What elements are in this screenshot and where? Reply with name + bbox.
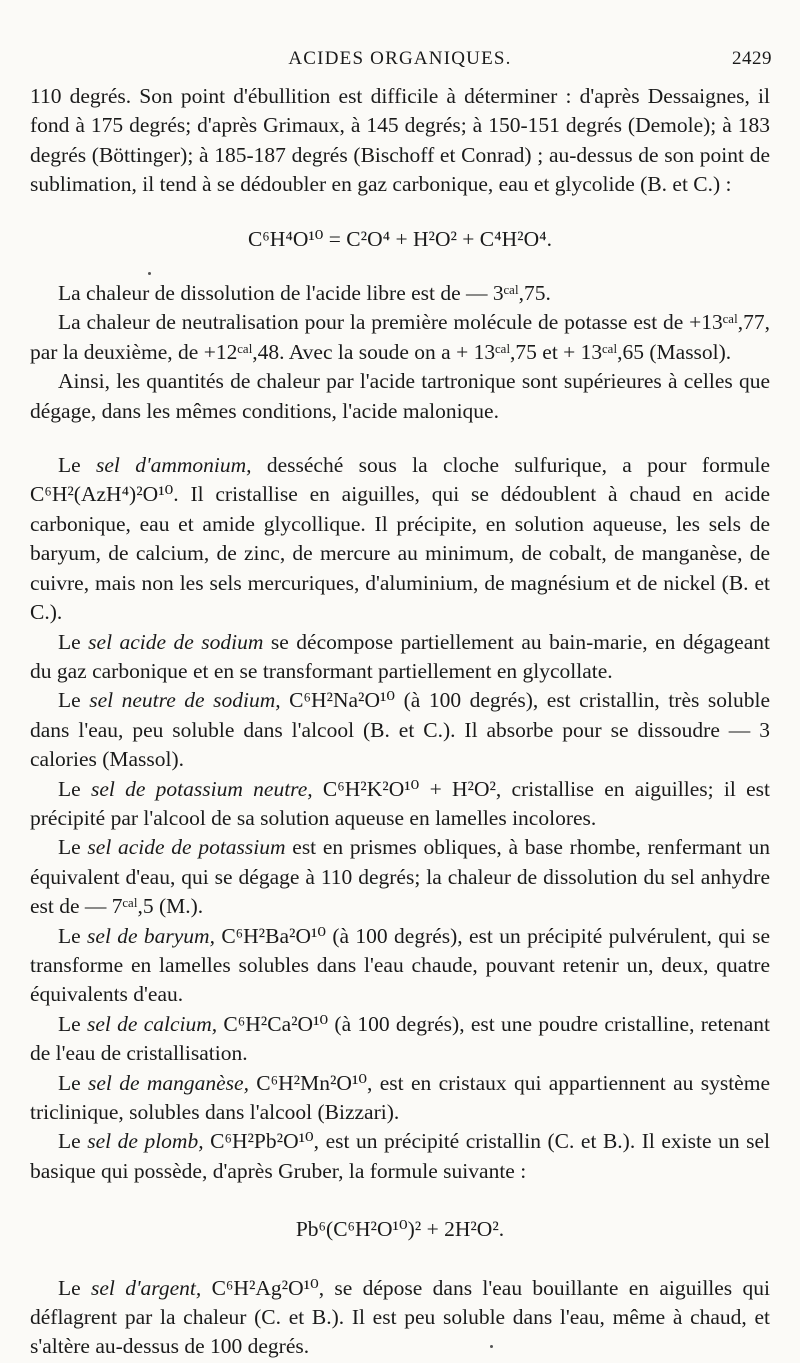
paragraph-calcium-salt: Le sel de calcium, C⁶H²Ca²O¹⁰ (à 100 degrés), est une poudre cristalline, retenant de l'eau de cristallisation. bbox=[30, 1011, 770, 1066]
paragraph-acid-potassium-salt: Le sel acide de potassium est en prismes obliques, à base rhombe, renfermant un équivalent d'eau, qui se dégage à 110 degrés; la chaleur de dissolution du sel anhydre est de — 7ᶜᵃˡ,5 (M.). bbox=[30, 835, 770, 919]
paragraph: 110 degrés. Son point d'ébullition est difficile à déterminer : d'après Dessaignes, il fond à 175 degrés; d'après Grimaux, à 145 degrés; à 150-151 degrés (Demole); à 183 degrés (Böttinger); à 185-187 degrés (Bischoff et Conrad) ; au-dessus de son point de sublimation, il tend à se dédoubler en gaz carbonique, eau et glycolide (B. et C.) : bbox=[30, 84, 770, 197]
formula-basic-lead-salt: Pb⁶(C⁶H²O¹⁰)² + 2H²O². bbox=[295, 1217, 505, 1242]
paragraph-manganese-salt: Le sel de manganèse, C⁶H²Mn²O¹⁰, est en cristaux qui appartiennent au système triclinique, solubles dans l'alcool (Bizzari). bbox=[30, 1070, 770, 1124]
paragraph-neutral-sodium-salt: Le sel neutre de sodium, C⁶H²Na²O¹⁰ (à 100 degrés), est cristallin, très soluble dans l'eau, peu soluble dans l'alcool (B. et C.). Il absorbe pour se dissoudre — 3 calories (Massol). bbox=[30, 688, 770, 772]
salt-name: sel acide de potassium bbox=[87, 835, 286, 860]
paragraph-lead-salt: Le sel de plomb, C⁶H²Pb²O¹⁰, est un précipité cristallin (C. et B.). Il existe un sel basique qui possède, d'après Gruber, la formule suivante : bbox=[30, 1129, 770, 1183]
salt-name: sel neutre de sodium, bbox=[89, 688, 281, 713]
page-number: 2429 bbox=[732, 48, 772, 69]
ink-speck bbox=[490, 1345, 493, 1348]
salt-name: sel de calcium, bbox=[86, 1011, 218, 1036]
paragraph: Ainsi, les quantités de chaleur par l'acide tartronique sont supérieures à celles que dégage, dans les mêmes conditions, l'acide malonique. bbox=[30, 369, 770, 423]
page-body bbox=[30, 82, 770, 1362]
running-header bbox=[0, 48, 800, 78]
paragraph-acid-sodium-salt: Le sel acide de sodium se décompose partiellement au bain-marie, en dégageant du gaz carbonique et en se transformant partiellement en glycollate. bbox=[30, 629, 770, 683]
ink-speck bbox=[148, 272, 151, 275]
salt-name: sel de potassium neutre, bbox=[90, 776, 313, 801]
paragraph-ammonium-salt: Le sel d'ammonium, desséché sous la cloche sulfurique, a pour formule C⁶H²(AzH⁴)²O¹⁰. Il cristallise en aiguilles, qui se dédoublent à chaud en acide carbonique, eau et amide glycollique. Il précipite, en solution aqueuse, les sels de baryum, de calcium, de zinc, de mercure au minimum, de cobalt, de manganèse, de cuivre, mais non les sels mercuriques, d'aluminium, de magnésium et de nickel (B. et C.). bbox=[30, 453, 770, 625]
salt-name: sel de manganèse, bbox=[88, 1070, 249, 1095]
salt-name: sel d'argent, bbox=[91, 1275, 202, 1300]
running-title: ACIDES ORGANIQUES. bbox=[288, 48, 512, 69]
salt-name: sel acide de sodium bbox=[88, 629, 264, 654]
paragraph-neutral-potassium-salt: Le sel de potassium neutre, C⁶H²K²O¹⁰ + H²O², cristallise en aiguilles; il est précipité par l'alcool de sa solution aqueuse en lamelles incolores. bbox=[30, 776, 770, 830]
salt-name: sel de baryum, bbox=[87, 923, 215, 948]
formula-decomposition: C⁶H⁴O¹⁰ = C²O⁴ + H²O² + C⁴H²O⁴. bbox=[247, 226, 553, 251]
paragraph-barium-salt: Le sel de baryum, C⁶H²Ba²O¹⁰ (à 100 degrés), est un précipité pulvérulent, qui se transforme en lamelles solubles dans l'eau chaude, pouvant retenir un, deux, quatre équivalents d'eau. bbox=[30, 923, 770, 1007]
paragraph: La chaleur de neutralisation pour la première molécule de potasse est de +13ᶜᵃˡ,77, par la deuxième, de +12ᶜᵃˡ,48. Avec la soude on a + 13ᶜᵃˡ,75 et + 13ᶜᵃˡ,65 (Massol). bbox=[30, 310, 770, 364]
paragraph: La chaleur de dissolution de l'acide libre est de — 3ᶜᵃˡ,75. bbox=[58, 281, 551, 306]
paragraph-silver-salt: Le sel d'argent, C⁶H²Ag²O¹⁰, se dépose dans l'eau bouillante en aiguilles qui déflagrent par la chaleur (C. et B.). Il est peu soluble dans l'eau, même à chaud, et s'altère au-dessus de 100 degrés. bbox=[30, 1275, 770, 1359]
salt-name: sel de plomb, bbox=[87, 1129, 204, 1154]
salt-name: sel d'ammonium, bbox=[96, 453, 252, 478]
